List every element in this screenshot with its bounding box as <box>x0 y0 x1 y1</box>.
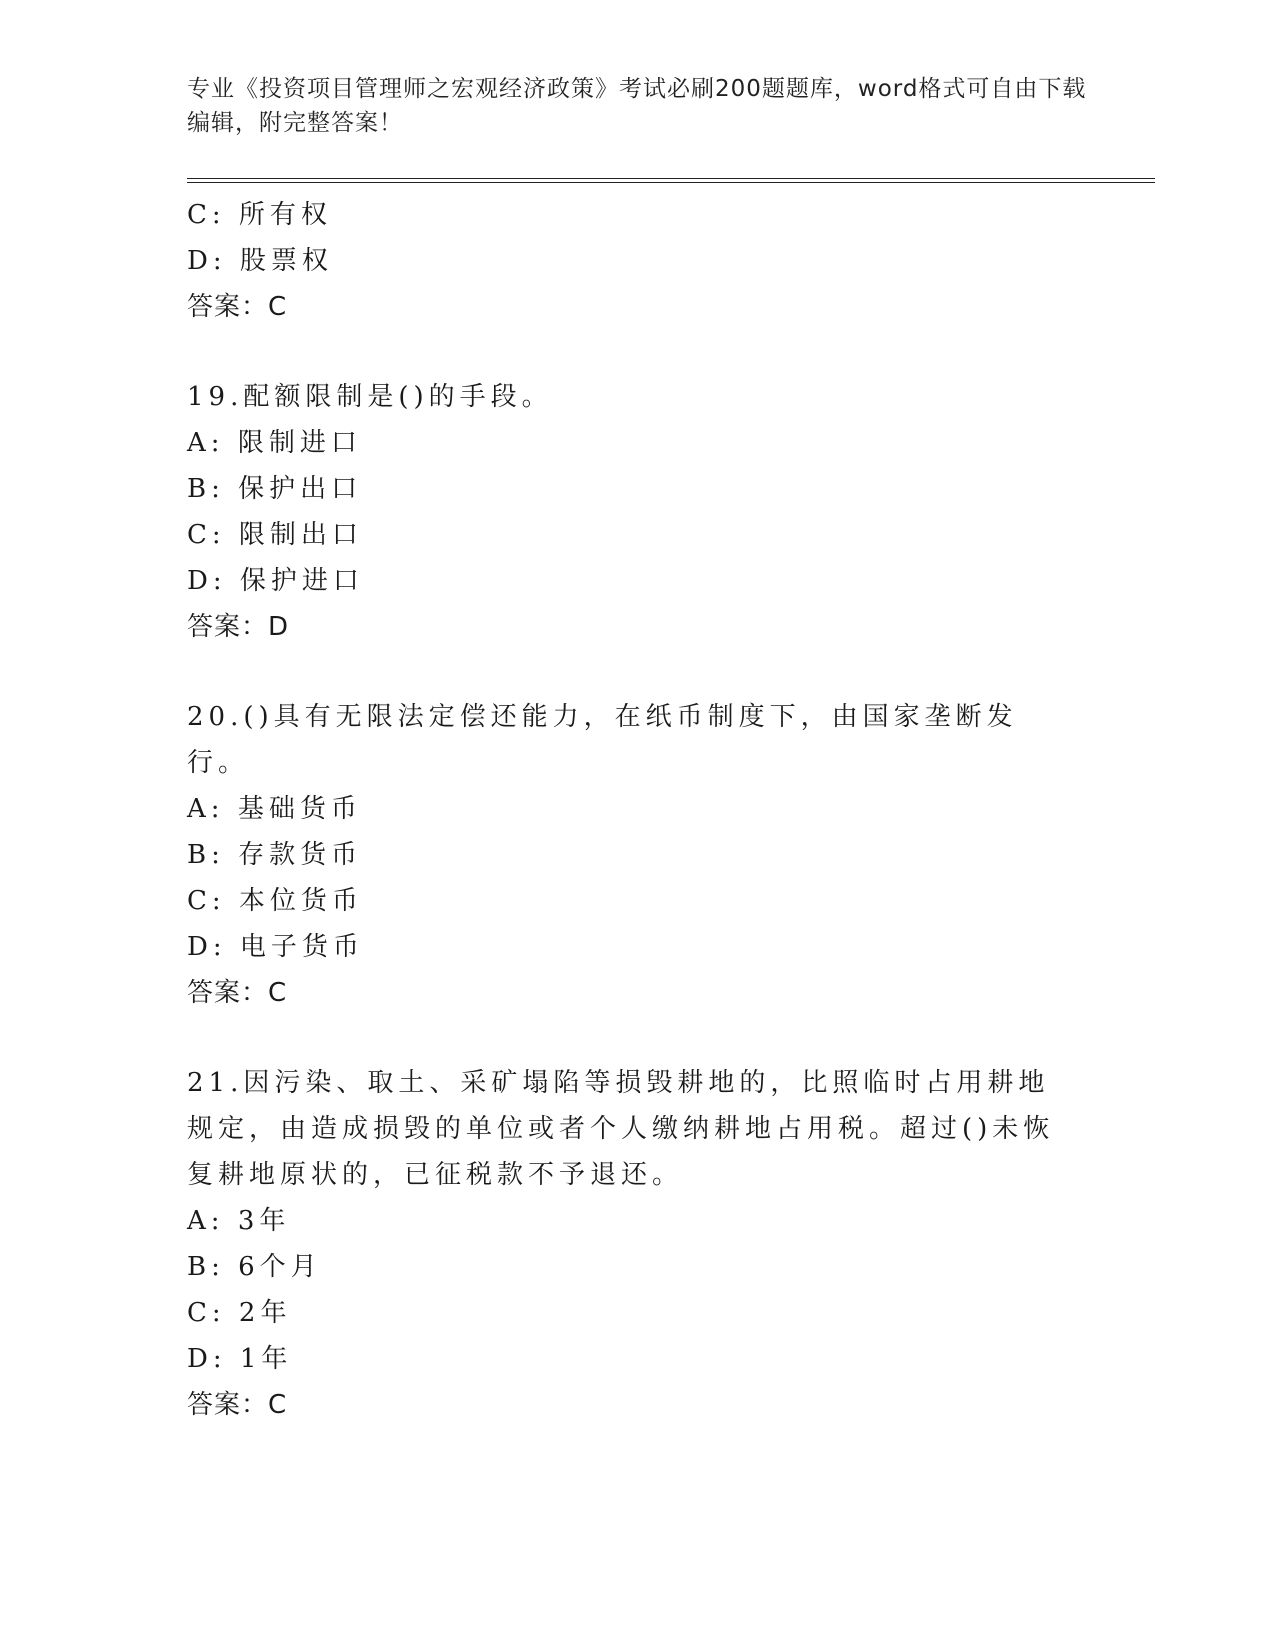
header-rule-bottom <box>187 182 1155 183</box>
option-a: A: 3年 <box>187 1206 291 1236</box>
header-text: 专业《投资项目管理师之宏观经济政策》考试必刷200题题库，word格式可自由下载编辑，附完整答案！ <box>187 76 1087 136</box>
option-c: C: 限制出口 <box>187 520 363 550</box>
question-list <box>187 192 1087 1428</box>
answer-line: 答案：C <box>187 1390 288 1420</box>
question-block-18 <box>187 192 1087 330</box>
option-d: D: 1年 <box>187 1344 293 1374</box>
answer-line: 答案：D <box>187 612 290 642</box>
question-block-20 <box>187 694 1087 1016</box>
option-a: A: 限制进口 <box>187 428 362 458</box>
option-d: D: 保护进口 <box>187 566 364 596</box>
option-d: D: 股票权 <box>187 246 333 276</box>
option-b: B: 6个月 <box>187 1252 322 1282</box>
header-rule-top <box>187 178 1155 179</box>
answer-line: 答案：C <box>187 292 288 322</box>
option-b: B: 存款货币 <box>187 840 363 870</box>
option-c: C: 本位货币 <box>187 886 363 916</box>
option-b: B: 保护出口 <box>187 474 363 504</box>
question-text: 19.配额限制是()的手段。 <box>187 382 553 412</box>
question-block-19 <box>187 374 1087 650</box>
option-c: C: 所有权 <box>187 200 332 230</box>
option-c: C: 2年 <box>187 1298 292 1328</box>
option-a: A: 基础货币 <box>187 794 362 824</box>
document-header <box>187 72 1087 140</box>
option-d: D: 电子货币 <box>187 932 364 962</box>
question-text: 20.()具有无限法定偿还能力，在纸币制度下，由国家垄断发行。 <box>187 702 1018 778</box>
question-text: 21.因污染、取土、采矿塌陷等损毁耕地的，比照临时占用耕地规定，由造成损毁的单位或者个人缴纳耕地占用税。超过()未恢复耕地原状的，已征税款不予退还。 <box>187 1068 1055 1190</box>
question-block-21 <box>187 1060 1087 1428</box>
answer-line: 答案：C <box>187 978 288 1008</box>
